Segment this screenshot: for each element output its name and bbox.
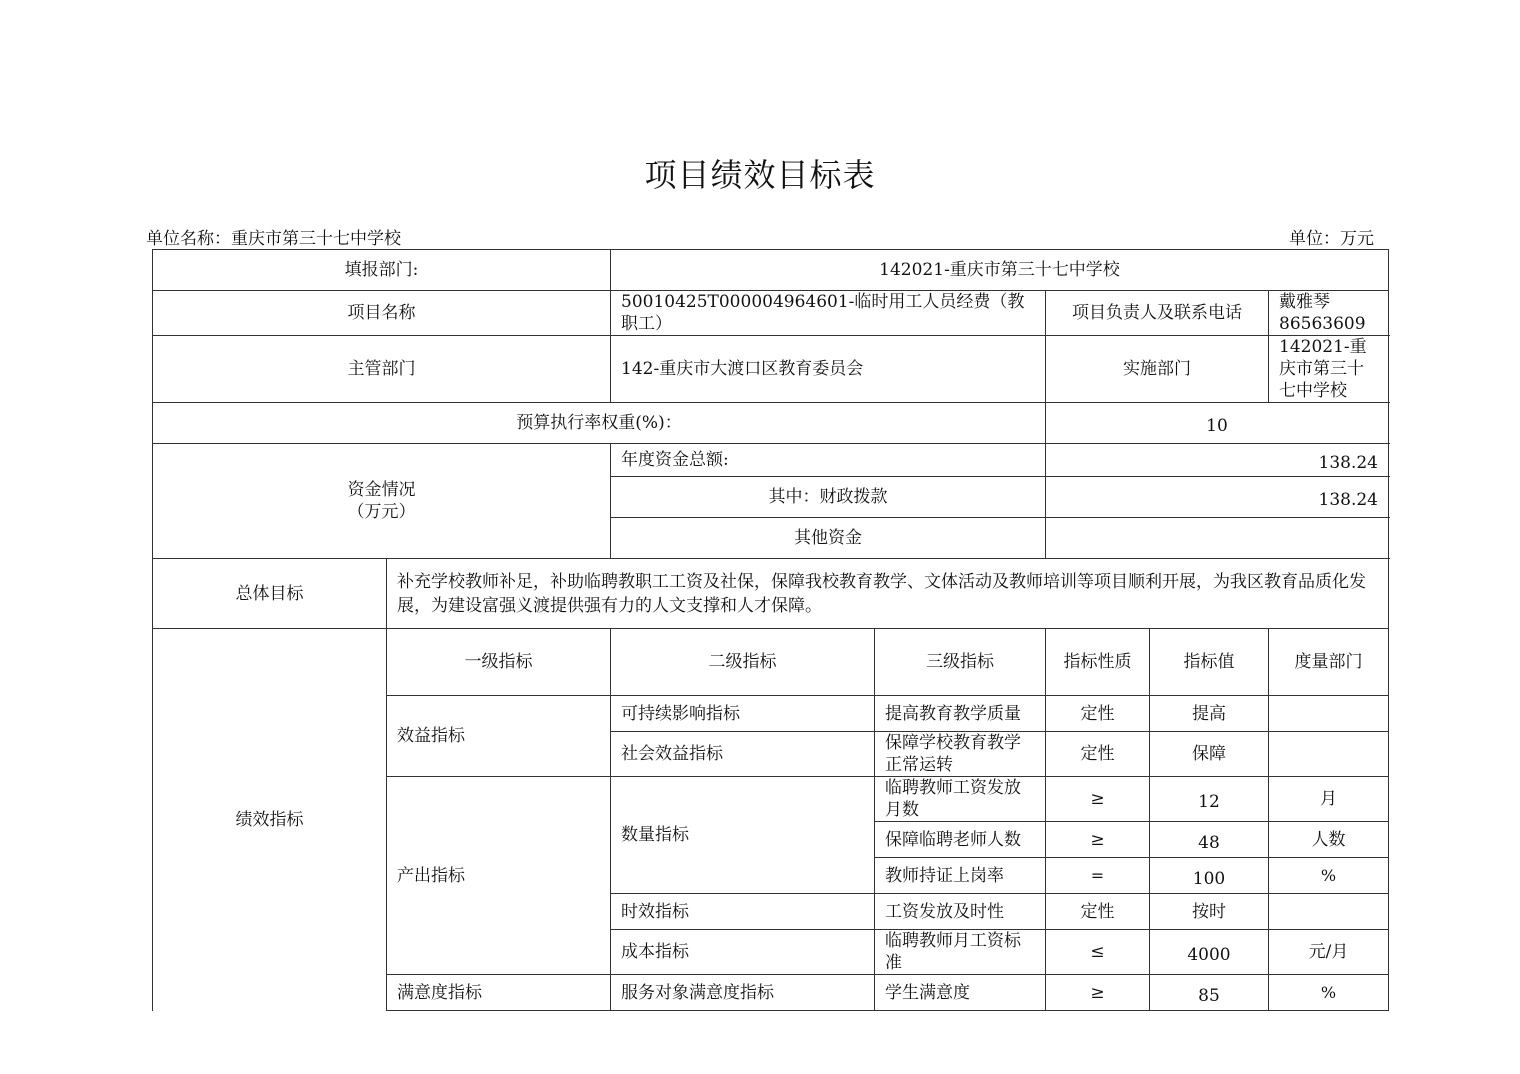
group-benefit: 效益指标: [387, 696, 611, 777]
other-label: 其他资金: [611, 518, 1046, 559]
other-value: [1046, 518, 1389, 559]
row-l3: 提高教育教学质量: [875, 696, 1046, 732]
row-l3: 临聘教师月工资标准: [875, 930, 1046, 975]
row-l2: 成本指标: [611, 930, 875, 975]
annual-total-value: 138.24: [1046, 444, 1389, 477]
row-value: 保障: [1150, 732, 1269, 777]
supervisor-value: 142-重庆市大渡口区教育委员会: [611, 336, 1046, 403]
performance-table: [152, 249, 1389, 1011]
funds-label-line2: （万元）: [347, 502, 416, 522]
row-l2: 可持续影响指标: [611, 696, 875, 732]
fill-dept-label: 填报部门:: [153, 250, 611, 291]
row-nature: 定性: [1046, 696, 1150, 732]
supervisor-label: 主管部门: [153, 336, 611, 403]
project-name-value: 50010425T000004964601-临时用工人员经费（教职工）: [611, 291, 1046, 336]
goal-text: 补充学校教师补足，补助临聘教职工工资及社保，保障我校教育教学、文体活动及教师培训等项目顺利开展，为我区教育品质化发展，为建设富强义渡提供强有力的人文支撑和人才保障。: [387, 559, 1389, 629]
funds-label-line1: 资金情况: [347, 480, 416, 500]
row-l3: 临聘教师工资发放月数: [875, 777, 1046, 822]
impl-value: 142021-重庆市第三十七中学校: [1269, 336, 1389, 403]
row-l3: 教师持证上岗率: [875, 858, 1046, 894]
row-unit: 元/月: [1269, 930, 1389, 975]
row-value: 48: [1150, 822, 1269, 858]
row-unit: [1269, 894, 1389, 930]
budget-weight-label: 预算执行率权重(%)：: [153, 403, 1046, 444]
row-l3: 工资发放及时性: [875, 894, 1046, 930]
row-nature: 定性: [1046, 732, 1150, 777]
row-unit: 月: [1269, 777, 1389, 822]
row-value: 12: [1150, 777, 1269, 822]
row-l2: 时效指标: [611, 894, 875, 930]
funds-label: [153, 444, 611, 559]
row-nature: 定性: [1046, 894, 1150, 930]
row-nature: ≤: [1046, 930, 1150, 975]
header-nature: 指标性质: [1046, 629, 1150, 696]
unit-name: 单位名称：重庆市第三十七中学校: [146, 229, 401, 249]
row-unit: %: [1269, 858, 1389, 894]
row-value: 提高: [1150, 696, 1269, 732]
project-name-label: 项目名称: [153, 291, 611, 336]
perf-label: 绩效指标: [153, 629, 387, 1011]
row-l3: 保障学校教育教学正常运转: [875, 732, 1046, 777]
page-title: 项目绩效目标表: [644, 156, 876, 194]
group-quantity: 数量指标: [611, 777, 875, 894]
budget-weight-value: 10: [1046, 403, 1389, 444]
group-output: 产出指标: [387, 777, 611, 975]
row-nature: =: [1046, 858, 1150, 894]
row-unit: [1269, 732, 1389, 777]
header-value: 指标值: [1150, 629, 1269, 696]
unit-label: 单位：万元: [1289, 229, 1374, 249]
row-unit: [1269, 696, 1389, 732]
row-value: 4000: [1150, 930, 1269, 975]
fiscal-value: 138.24: [1046, 477, 1389, 518]
row-value: 100: [1150, 858, 1269, 894]
row-l2: 服务对象满意度指标: [611, 975, 875, 1011]
contact-label: 项目负责人及联系电话: [1046, 291, 1269, 336]
header-l2: 二级指标: [611, 629, 875, 696]
row-value: 按时: [1150, 894, 1269, 930]
goal-label: 总体目标: [153, 559, 387, 629]
contact-value: 戴雅琴 86563609: [1269, 291, 1389, 336]
row-l2: 社会效益指标: [611, 732, 875, 777]
row-nature: ≥: [1046, 975, 1150, 1011]
row-l3: 学生满意度: [875, 975, 1046, 1011]
row-nature: ≥: [1046, 777, 1150, 822]
header-l3: 三级指标: [875, 629, 1046, 696]
row-unit: 人数: [1269, 822, 1389, 858]
group-satisfaction: 满意度指标: [387, 975, 611, 1011]
impl-label: 实施部门: [1046, 336, 1269, 403]
row-l3: 保障临聘老师人数: [875, 822, 1046, 858]
row-value: 85: [1150, 975, 1269, 1011]
row-unit: %: [1269, 975, 1389, 1011]
fiscal-label: 其中：财政拨款: [611, 477, 1046, 518]
header-unit: 度量部门: [1269, 629, 1389, 696]
header-l1: 一级指标: [387, 629, 611, 696]
fill-dept-value: 142021-重庆市第三十七中学校: [611, 250, 1389, 291]
row-nature: ≥: [1046, 822, 1150, 858]
annual-total-label: 年度资金总额:: [611, 444, 1046, 477]
